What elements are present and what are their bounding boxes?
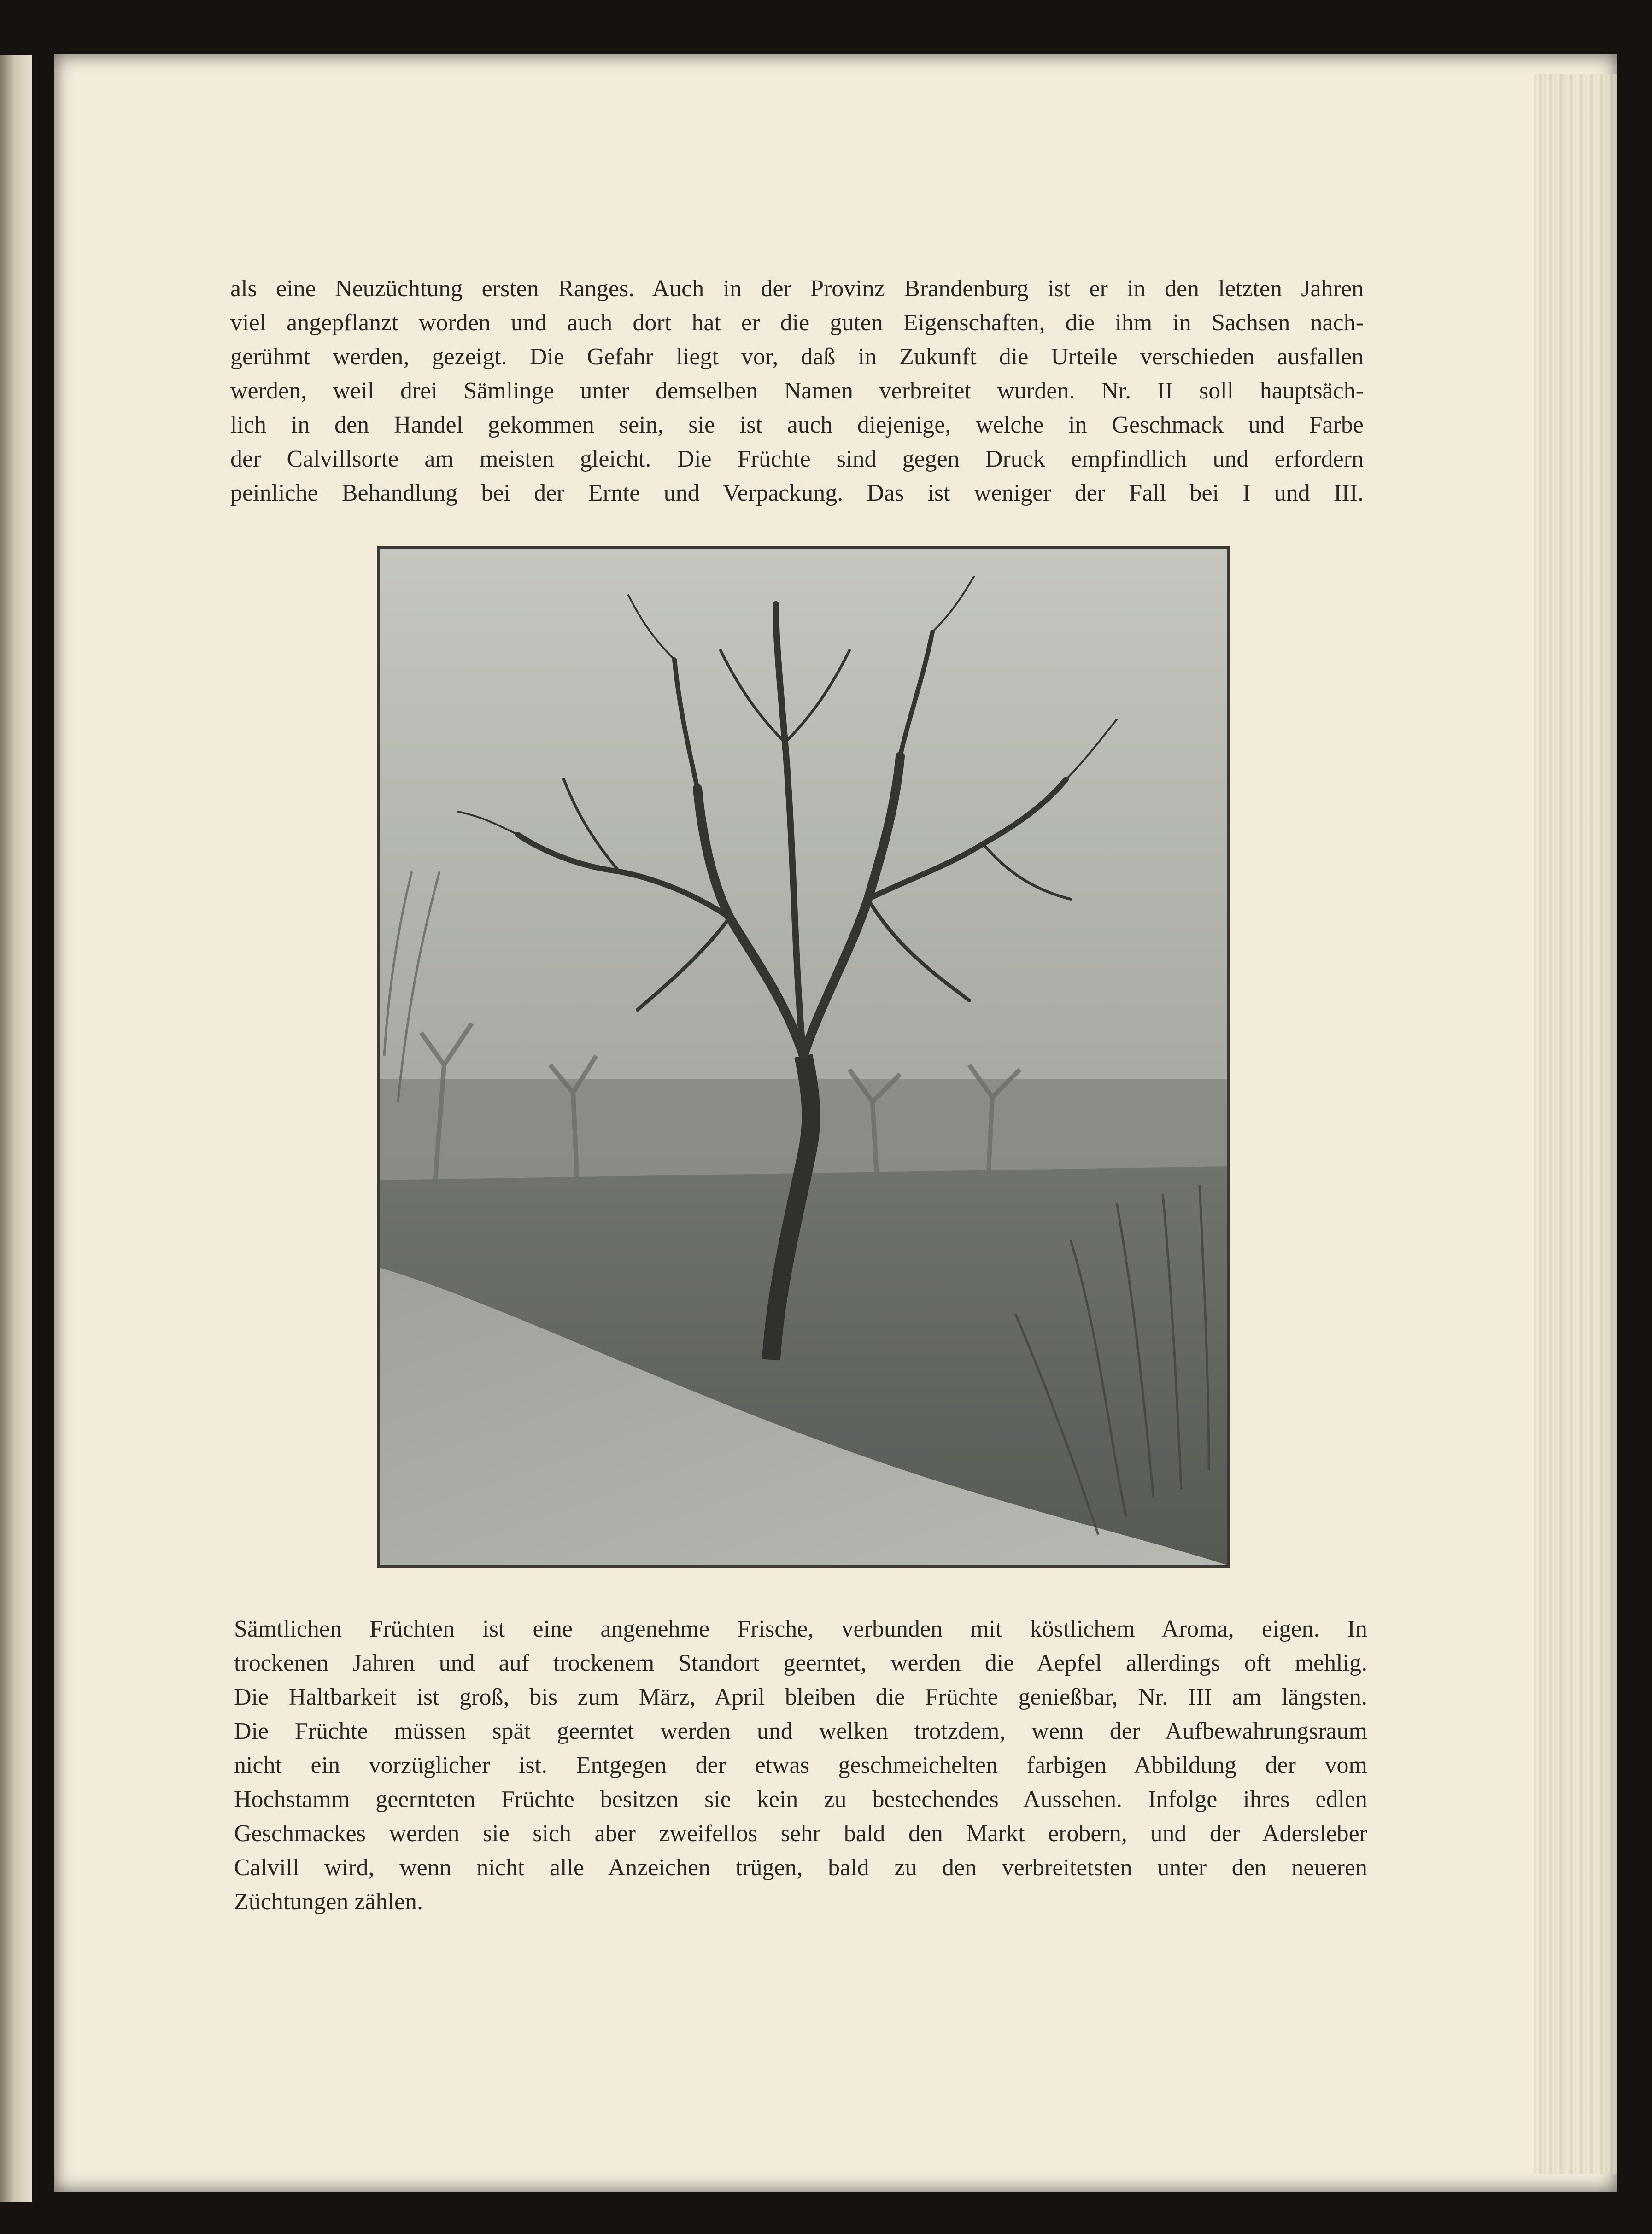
page-stack-edge <box>1534 74 1617 2174</box>
text-line: Geschmackes werden sie sich aber zweifellos sehr bald den Markt erobern, und der Adersleber <box>234 1820 1367 1847</box>
text-line: Sämtlichen Früchten ist eine angenehme Frische, verbunden mit köstlichem Aroma, eigen. In <box>234 1616 1367 1642</box>
text-line: Züchtungen zählen. <box>234 1889 423 1915</box>
facing-page-edge <box>0 55 32 2202</box>
text-line: als eine Neuzüchtung ersten Ranges. Auch in der Provinz Brandenburg ist er in den letzten Jahren <box>230 275 1364 302</box>
text-line: peinliche Behandlung bei der Ernte und Verpackung. Das ist weniger der Fall bei I und III. <box>230 480 1364 506</box>
bare-tree-icon <box>380 549 1227 1565</box>
text-line: der Calvillsorte am meisten gleicht. Die Früchte sind gegen Druck empfindlich und erfordern <box>230 446 1364 472</box>
tree-photograph <box>377 546 1230 1568</box>
text-line: trockenen Jahren und auf trockenem Standort geerntet, werden die Aepfel allerdings oft mehlig. <box>234 1650 1367 1676</box>
text-line: nicht ein vorzüglicher ist. Entgegen der etwas geschmeichelten farbigen Abbildung der vom <box>234 1752 1367 1778</box>
paragraph-top <box>230 272 1364 510</box>
paragraph-bottom <box>234 1612 1367 1919</box>
text-line: werden, weil drei Sämlinge unter demselben Namen verbreitet wurden. Nr. II soll hauptsäch- <box>230 378 1364 404</box>
text-line: viel angepflanzt worden und auch dort hat er die guten Eigenschaften, die ihm in Sachsen nach- <box>230 310 1364 336</box>
text-line: lich in den Handel gekommen sein, sie ist auch diejenige, welche in Geschmack und Farbe <box>230 412 1364 438</box>
text-line: Die Haltbarkeit ist groß, bis zum März, April bleiben die Früchte genießbar, Nr. III am längsten. <box>234 1684 1367 1710</box>
text-line: Die Früchte müssen spät geerntet werden und welken trotzdem, wenn der Aufbewahrungsraum <box>234 1718 1367 1744</box>
text-line: gerühmt werden, gezeigt. Die Gefahr liegt vor, daß in Zukunft die Urteile verschieden ausfallen <box>230 344 1364 370</box>
text-line: Calvill wird, wenn nicht alle Anzeichen trügen, bald zu den verbreitetsten unter den neueren <box>234 1854 1367 1881</box>
text-line: Hochstamm geernteten Früchte besitzen sie kein zu bestechendes Aussehen. Infolge ihres edlen <box>234 1786 1367 1813</box>
